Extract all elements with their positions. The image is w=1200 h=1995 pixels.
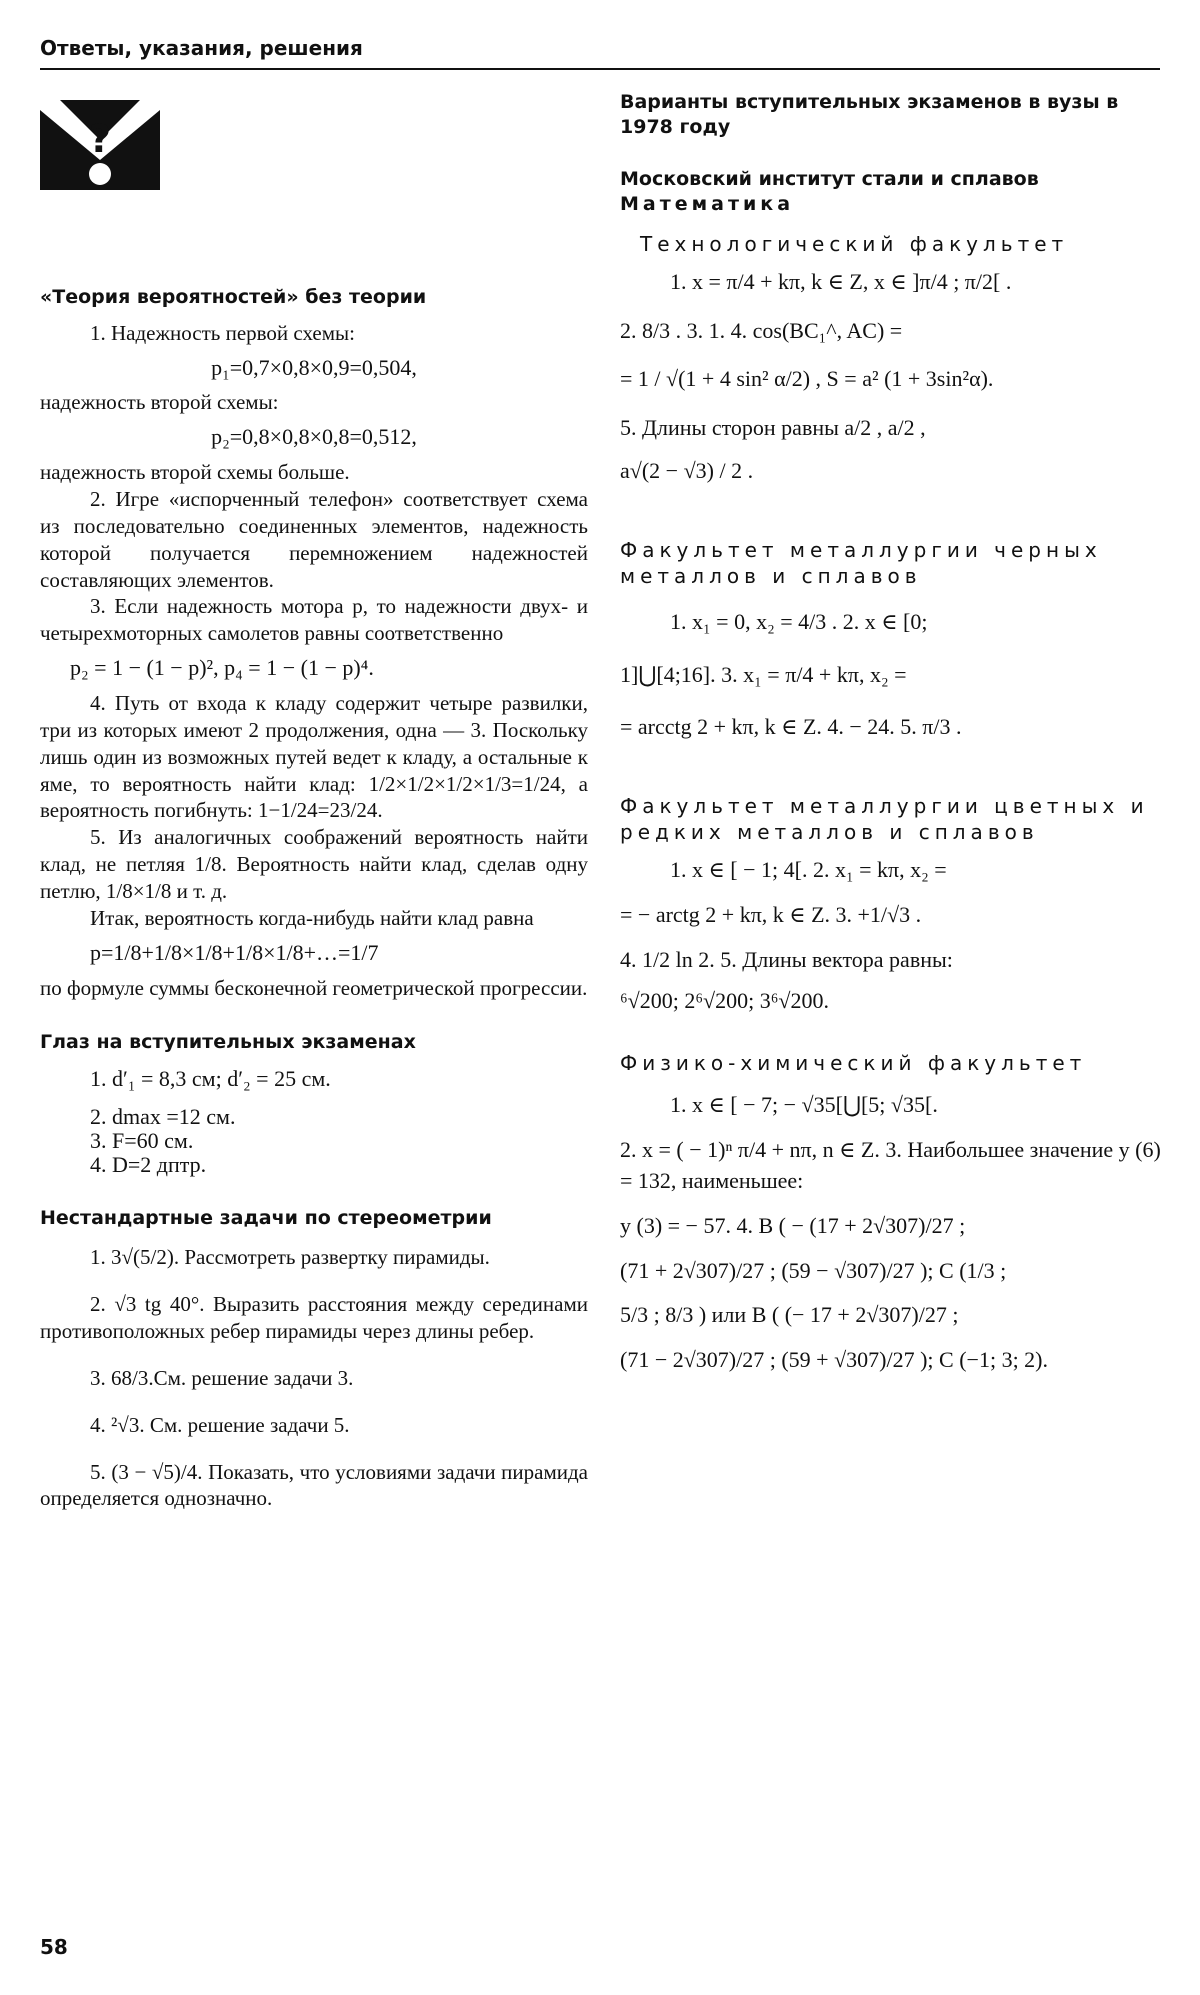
paragraph: по формуле суммы бесконечной геометрической прогрессии. — [40, 975, 588, 1000]
paragraph: 4. Путь от входа к кладу содержит четыре развилки, три из которых имеют 2 продолжения, одна — 3. Поскольку лишь один из возможных путей ведет к кладу, а остальные к яме, то вероятность найти клад: 1/2×1/2×1/2×1/3=1/24, а вероятность погибнуть: 1−1/24=23/24. — [40, 690, 588, 823]
answer-line: 1. x ∈ [ − 7; − √35[⋃[5; √35[. — [670, 1092, 938, 1118]
paragraph: 5. (3 − √5)/4. Показать, что условиями задачи пирамида определяется однозначно. — [40, 1459, 588, 1511]
answer-line: a√(2 − √3) / 2 . — [620, 457, 754, 483]
paragraph: 1. Надежность первой схемы: — [90, 320, 355, 345]
answer-line: (71 − 2√307)/27 ; (59 + √307)/27 ); C (−1; 3; 2). — [620, 1347, 1049, 1373]
answer-line: = 1 / √(1 + 4 sin² α/2) , S = a² (1 + 3sin²α). — [620, 366, 994, 392]
header-rule — [40, 68, 1160, 70]
paragraph: надежность второй схемы: — [40, 390, 279, 415]
formula: p₂ = 1 − (1 − p)², p₄ = 1 − (1 − p)⁴. — [70, 655, 374, 681]
subject-name: Математика — [620, 193, 795, 216]
answer-line: = arcctg 2 + kπ, k ∈ Z. 4. − 24. 5. π/3 . — [620, 714, 962, 740]
paragraph: 1. 3√(5/2). Рассмотреть развертку пирамиды. — [90, 1245, 490, 1270]
answer-line: 1. x₁ = 0, x₂ = 4/3 . 2. x ∈ [0; — [670, 608, 928, 634]
paragraph: Итак, вероятность когда-нибудь найти клад равна — [90, 905, 534, 930]
formula: p₁=0,7×0,8×0,9=0,504, — [211, 354, 417, 380]
formula: p=1/8+1/8×1/8+1/8×1/8+…=1/7 — [90, 939, 379, 965]
formula: p₂=0,8×0,8×0,8=0,512, — [211, 424, 417, 450]
question-mark-logo-icon — [40, 100, 160, 190]
answer-line: 1. d′₁ = 8,3 см; d′₂ = 25 см. — [90, 1066, 331, 1092]
right-column — [620, 90, 1165, 1382]
paragraph: 2. Игре «испорченный телефон» соответствует схема из последовательно соединенных элементов, надежность которой получается перемножением надежностей составляющих элементов. — [40, 486, 588, 592]
section-title-probability: «Теория вероятностей» без теории — [40, 286, 427, 308]
section-title-stereometry: Нестандартные задачи по стереометрии — [40, 1206, 492, 1229]
exam-variants-title: Варианты вступительных экзаменов в вузы в 1978 году — [620, 91, 1119, 138]
answer-line: 4. D=2 дптр. — [90, 1152, 207, 1178]
faculty-title: Физико-химический факультет — [620, 1051, 1087, 1076]
paragraph: 4. ²√3. См. решение задачи 5. — [90, 1412, 350, 1437]
paragraph: 3. 68/3.См. решение задачи 3. — [90, 1365, 354, 1390]
answer-line: 2. 8/3 . 3. 1. 4. cos(BC₁^, AC) = — [620, 317, 903, 343]
paragraph: 3. Если надежность мотора p, то надежности двух- и четырехмоторных самолетов равны соответственно — [40, 594, 588, 646]
answer-line: 3. F=60 см. — [90, 1128, 194, 1154]
answer-line: 2. x = ( − 1)ⁿ π/4 + nπ, n ∈ Z. 3. Наибольшее значение y (6) = 132, наименьшее: — [620, 1137, 1161, 1193]
answer-line: 5. Длины сторон равны a/2 , a/2 , — [620, 415, 926, 441]
answer-line: 1. x = π/4 + kπ, k ∈ Z, x ∈ ]π/4 ; π/2[ . — [670, 268, 1012, 294]
section-title-eye: Глаз на вступительных экзаменах — [40, 1030, 416, 1053]
answer-line: 1]⋃[4;16]. 3. x₁ = π/4 + kπ, x₂ = — [620, 661, 907, 687]
answer-line: ⁶√200; 2⁶√200; 3⁶√200. — [620, 987, 829, 1013]
svg-text:?: ? — [88, 117, 112, 161]
answer-line: 2. dmax =12 см. — [90, 1103, 236, 1129]
answer-line: = − arctg 2 + kπ, k ∈ Z. 3. +1/√3 . — [620, 901, 922, 927]
paragraph: 2. √3 tg 40°. Выразить расстояния между серединами противоположных ребер пирамиды через длины ребер. — [40, 1292, 588, 1343]
answer-line: 1. x ∈ [ − 1; 4[. 2. x₁ = kπ, x₂ = — [670, 857, 947, 883]
page-number: 58 — [40, 1935, 68, 1959]
institute-name: Московский институт стали и сплавов — [620, 168, 1039, 191]
faculty-title: Факультет металлургии цветных и редких металлов и сплавов — [620, 794, 1149, 845]
answer-line: 4. 1/2 ln 2. 5. Длины вектора равны: — [620, 946, 953, 972]
paragraph: 5. Из аналогичных соображений вероятность найти клад, не петляя 1/8. Вероятность найти клад, сделав одну петлю, 1/8×1/8 и т. д. — [40, 825, 588, 904]
page-header: Ответы, указания, решения — [40, 36, 363, 60]
paragraph: надежность второй схемы больше. — [40, 460, 350, 485]
answer-line: 5/3 ; 8/3 ) или B ( (− 17 + 2√307)/27 ; — [620, 1302, 959, 1328]
answer-line: y (3) = − 57. 4. B ( − (17 + 2√307)/27 ; — [620, 1212, 966, 1238]
faculty-title: Факультет металлургии черных металлов и сплавов — [620, 537, 1102, 588]
faculty-title: Технологический факультет — [640, 231, 1069, 256]
answer-line: (71 + 2√307)/27 ; (59 − √307)/27 ); C (1/3 ; — [620, 1257, 1007, 1283]
left-column — [40, 90, 588, 1512]
